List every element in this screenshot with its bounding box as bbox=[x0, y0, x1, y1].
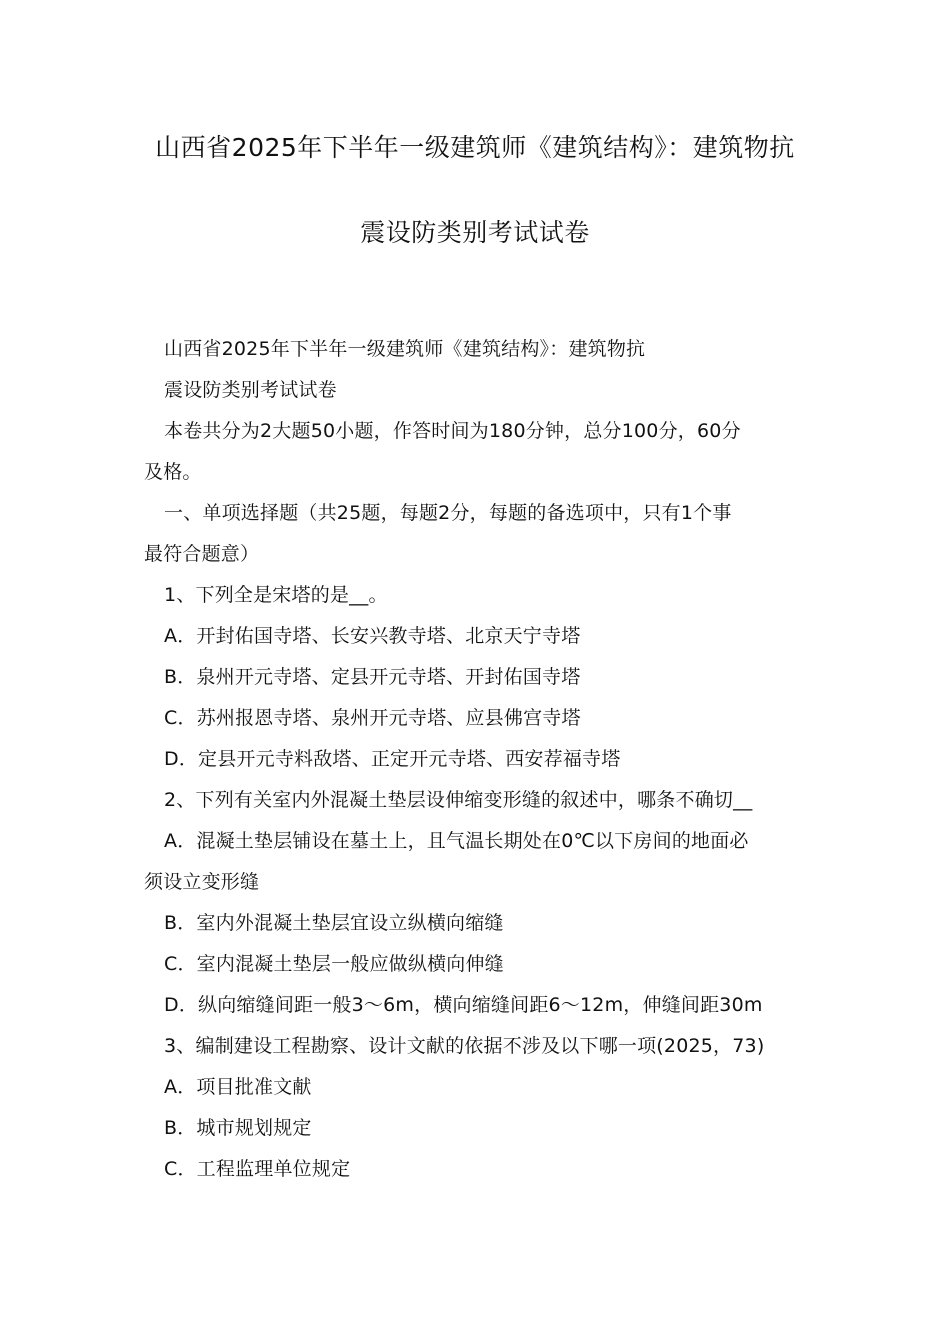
document-title-line-1: 山西省2025年下半年一级建筑师《建筑结构》：建筑物抗 bbox=[155, 133, 795, 162]
question-1-option-d: D．定县开元寺料敌塔、正定开元寺塔、西安荐福寺塔 bbox=[164, 748, 621, 770]
body-heading-line-2: 震设防类别考试试卷 bbox=[164, 379, 337, 401]
question-2: 2、下列有关室内外混凝土垫层设伸缩变形缝的叙述中，哪条不确切__ bbox=[164, 789, 753, 811]
question-2-option-a-line-2: 须设立变形缝 bbox=[144, 871, 260, 893]
body-heading-line-1: 山西省2025年下半年一级建筑师《建筑结构》：建筑物抗 bbox=[164, 338, 646, 360]
question-3: 3、编制建设工程勘察、设计文献的依据不涉及以下哪一项(2025，73) bbox=[164, 1035, 765, 1057]
question-1-option-c: C．苏州报恩寺塔、泉州开元寺塔、应县佛宫寺塔 bbox=[164, 707, 581, 729]
question-1-option-b: B．泉州开元寺塔、定县开元寺塔、开封佑国寺塔 bbox=[164, 666, 581, 688]
question-2-option-d: D．纵向缩缝间距一般3～6m，横向缩缝间距6～12m，伸缝间距30m bbox=[164, 994, 763, 1016]
question-2-option-b: B．室内外混凝土垫层宜设立纵横向缩缝 bbox=[164, 912, 504, 934]
section-heading-line-1: 一、单项选择题（共25题，每题2分，每题的备选项中，只有1个事 bbox=[164, 502, 732, 524]
question-1: 1、下列全是宋塔的是__。 bbox=[164, 584, 388, 606]
question-3-option-b: B．城市规划规定 bbox=[164, 1117, 312, 1139]
document-body bbox=[144, 333, 804, 1194]
exam-info-line-2: 及格。 bbox=[144, 461, 202, 483]
document-title-line-2: 震设防类别考试试卷 bbox=[360, 218, 590, 247]
exam-info-line-1: 本卷共分为2大题50小题，作答时间为180分钟，总分100分，60分 bbox=[164, 420, 741, 442]
question-3-option-c: C．工程监理单位规定 bbox=[164, 1158, 351, 1180]
question-2-option-c: C．室内混凝土垫层一般应做纵横向伸缝 bbox=[164, 953, 504, 975]
question-1-option-a: A．开封佑国寺塔、长安兴教寺塔、北京天宁寺塔 bbox=[164, 625, 581, 647]
question-2-option-a-line-1: A．混凝土垫层铺设在墓土上，且气温长期处在0℃以下房间的地面必 bbox=[164, 830, 749, 852]
question-3-option-a: A．项目批准文献 bbox=[164, 1076, 312, 1098]
section-heading-line-2: 最符合题意） bbox=[144, 543, 260, 565]
